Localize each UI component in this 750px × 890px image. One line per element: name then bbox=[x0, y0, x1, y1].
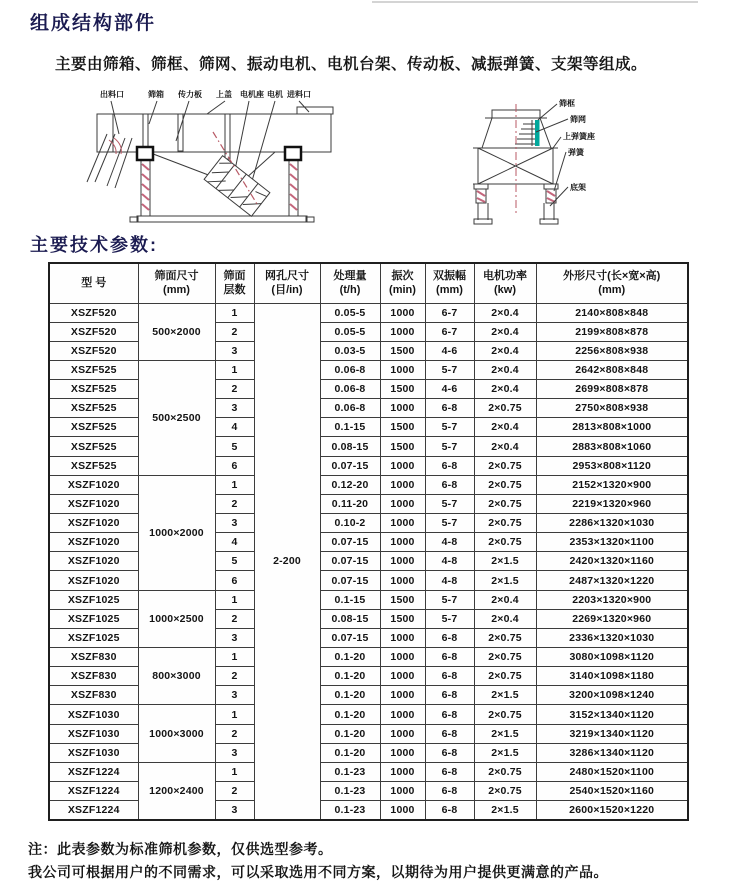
table-row bbox=[49, 360, 688, 379]
cell-model: XSZF1025 bbox=[49, 628, 138, 647]
cell-frequency: 1500 bbox=[380, 437, 425, 456]
col-screen-size: 筛面尺寸 (mm) bbox=[138, 263, 215, 303]
cell-amplitude: 6-8 bbox=[425, 686, 474, 705]
cell-capacity: 0.05-5 bbox=[320, 303, 380, 322]
spec-table-head bbox=[49, 263, 688, 303]
cell-frequency: 1000 bbox=[380, 648, 425, 667]
cell-dimensions: 3140×1098×1180 bbox=[536, 667, 688, 686]
cell-frequency: 1000 bbox=[380, 686, 425, 705]
cell-dimensions: 2487×1320×1220 bbox=[536, 571, 688, 590]
cell-power: 2×0.4 bbox=[474, 437, 536, 456]
cell-power: 2×1.5 bbox=[474, 571, 536, 590]
cell-layers: 4 bbox=[215, 533, 254, 552]
base-bar bbox=[137, 216, 307, 222]
cell-frequency: 1000 bbox=[380, 743, 425, 762]
header-row bbox=[49, 263, 688, 303]
leader-line bbox=[111, 101, 119, 134]
label-discharge-port: 出料口 bbox=[100, 90, 124, 99]
cell-power: 2×0.4 bbox=[474, 418, 536, 437]
cell-dimensions: 3219×1340×1120 bbox=[536, 724, 688, 743]
cell-layers: 6 bbox=[215, 456, 254, 475]
cell-frequency: 1000 bbox=[380, 628, 425, 647]
cell-amplitude: 4-8 bbox=[425, 571, 474, 590]
cell-model: XSZF1020 bbox=[49, 494, 138, 513]
cell-layers: 2 bbox=[215, 609, 254, 628]
cell-model: XSZF1224 bbox=[49, 782, 138, 801]
cell-layers: 1 bbox=[215, 648, 254, 667]
label-screen-mesh: 筛网 bbox=[570, 115, 586, 124]
cell-frequency: 1000 bbox=[380, 322, 425, 341]
cell-amplitude: 5-7 bbox=[425, 437, 474, 456]
cell-amplitude: 4-6 bbox=[425, 341, 474, 360]
cell-model: XSZF520 bbox=[49, 303, 138, 322]
cell-frequency: 1000 bbox=[380, 456, 425, 475]
cell-model: XSZF1020 bbox=[49, 514, 138, 533]
col-capacity: 处理量 (t/h) bbox=[320, 263, 380, 303]
cell-layers: 2 bbox=[215, 494, 254, 513]
cell-layers: 3 bbox=[215, 399, 254, 418]
cell-screen-size: 1000×3000 bbox=[138, 705, 215, 762]
cell-amplitude: 6-8 bbox=[425, 801, 474, 820]
spring-seat-left bbox=[137, 147, 153, 160]
cell-model: XSZF520 bbox=[49, 341, 138, 360]
cell-amplitude: 6-8 bbox=[425, 724, 474, 743]
cell-capacity: 0.05-5 bbox=[320, 322, 380, 341]
cell-layers: 4 bbox=[215, 418, 254, 437]
label-upper-spring-seat: 上弹簧座 bbox=[563, 132, 595, 141]
cell-amplitude: 4-6 bbox=[425, 380, 474, 399]
cell-layers: 5 bbox=[215, 437, 254, 456]
cell-amplitude: 5-7 bbox=[425, 494, 474, 513]
cell-amplitude: 6-8 bbox=[425, 705, 474, 724]
cell-capacity: 0.07-15 bbox=[320, 552, 380, 571]
cell-model: XSZF1025 bbox=[49, 609, 138, 628]
cell-model: XSZF1224 bbox=[49, 801, 138, 820]
cell-amplitude: 6-8 bbox=[425, 743, 474, 762]
cell-dimensions: 3080×1098×1120 bbox=[536, 648, 688, 667]
cell-power: 2×0.75 bbox=[474, 399, 536, 418]
label-bottom-frame: 底架 bbox=[570, 183, 586, 192]
cell-screen-size: 500×2000 bbox=[138, 303, 215, 360]
cell-capacity: 0.12-20 bbox=[320, 475, 380, 494]
col-frequency: 振次 (min) bbox=[380, 263, 425, 303]
cell-power: 2×0.4 bbox=[474, 322, 536, 341]
cell-frequency: 1000 bbox=[380, 399, 425, 418]
cell-power: 2×0.4 bbox=[474, 380, 536, 399]
cell-model: XSZF1020 bbox=[49, 571, 138, 590]
cell-frequency: 1000 bbox=[380, 705, 425, 724]
cell-capacity: 0.06-8 bbox=[320, 399, 380, 418]
cell-power: 2×0.75 bbox=[474, 667, 536, 686]
cell-frequency: 1000 bbox=[380, 360, 425, 379]
cell-screen-size: 800×3000 bbox=[138, 648, 215, 705]
cell-amplitude: 6-7 bbox=[425, 303, 474, 322]
cell-layers: 1 bbox=[215, 705, 254, 724]
cell-capacity: 0.1-20 bbox=[320, 686, 380, 705]
cell-power: 2×0.4 bbox=[474, 341, 536, 360]
cell-layers: 3 bbox=[215, 341, 254, 360]
cell-power: 2×0.4 bbox=[474, 590, 536, 609]
cell-dimensions: 2600×1520×1220 bbox=[536, 801, 688, 820]
cell-amplitude: 6-8 bbox=[425, 648, 474, 667]
cell-layers: 2 bbox=[215, 724, 254, 743]
spec-table-body bbox=[49, 303, 688, 820]
label-motor: 电机 bbox=[267, 90, 283, 99]
cell-layers: 1 bbox=[215, 303, 254, 322]
cell-frequency: 1000 bbox=[380, 571, 425, 590]
cell-model: XSZF1025 bbox=[49, 590, 138, 609]
cell-dimensions: 2883×808×1060 bbox=[536, 437, 688, 456]
cell-layers: 1 bbox=[215, 590, 254, 609]
vibration-motor bbox=[204, 156, 270, 217]
cell-capacity: 0.06-8 bbox=[320, 360, 380, 379]
cell-capacity: 0.03-5 bbox=[320, 341, 380, 360]
cell-dimensions: 2699×808×878 bbox=[536, 380, 688, 399]
scan-artifact-line bbox=[372, 1, 698, 3]
cell-dimensions: 2256×808×938 bbox=[536, 341, 688, 360]
cell-capacity: 0.1-15 bbox=[320, 590, 380, 609]
cell-dimensions: 3152×1340×1120 bbox=[536, 705, 688, 724]
table-row bbox=[49, 648, 688, 667]
cell-amplitude: 5-7 bbox=[425, 514, 474, 533]
cell-frequency: 1500 bbox=[380, 380, 425, 399]
cell-dimensions: 2480×1520×1100 bbox=[536, 762, 688, 781]
cell-dimensions: 3286×1340×1120 bbox=[536, 743, 688, 762]
cell-layers: 3 bbox=[215, 686, 254, 705]
cell-layers: 3 bbox=[215, 801, 254, 820]
cell-capacity: 0.1-23 bbox=[320, 801, 380, 820]
cell-mesh-size: 2-200 bbox=[254, 303, 320, 820]
table-row bbox=[49, 303, 688, 322]
table-row bbox=[49, 590, 688, 609]
structure-description: 主要由筛箱、筛框、筛网、振动电机、电机台架、传动板、减振弹簧、支架等组成。 bbox=[55, 56, 648, 73]
cell-model: XSZF1020 bbox=[49, 552, 138, 571]
cell-power: 2×0.4 bbox=[474, 609, 536, 628]
cell-layers: 2 bbox=[215, 380, 254, 399]
cell-frequency: 1000 bbox=[380, 724, 425, 743]
note-line-1: 注：此表参数为标准筛机参数，仅供选型参考。 bbox=[28, 841, 333, 857]
section-title-parameters: 主要技术参数: bbox=[30, 235, 158, 255]
cell-power: 2×0.75 bbox=[474, 475, 536, 494]
cell-capacity: 0.07-15 bbox=[320, 533, 380, 552]
spec-table bbox=[48, 262, 689, 821]
cell-amplitude: 5-7 bbox=[425, 590, 474, 609]
label-force-plate: 传力板 bbox=[178, 90, 202, 99]
cell-capacity: 0.1-20 bbox=[320, 705, 380, 724]
cell-model: XSZF1224 bbox=[49, 762, 138, 781]
cell-screen-size: 500×2500 bbox=[138, 360, 215, 475]
col-model: 型 号 bbox=[49, 263, 138, 303]
cell-power: 2×1.5 bbox=[474, 552, 536, 571]
cell-amplitude: 4-8 bbox=[425, 552, 474, 571]
cell-screen-size: 1000×2000 bbox=[138, 475, 215, 590]
spring-seat-right bbox=[285, 147, 301, 160]
label-feed-port: 进料口 bbox=[287, 90, 311, 99]
cell-capacity: 0.1-20 bbox=[320, 667, 380, 686]
side-view-diagram bbox=[85, 84, 425, 234]
label-screen-box: 筛箱 bbox=[148, 90, 164, 99]
cell-layers: 2 bbox=[215, 667, 254, 686]
cell-model: XSZF525 bbox=[49, 360, 138, 379]
cell-dimensions: 2813×808×1000 bbox=[536, 418, 688, 437]
cell-frequency: 1000 bbox=[380, 533, 425, 552]
cell-frequency: 1000 bbox=[380, 303, 425, 322]
cell-capacity: 0.1-23 bbox=[320, 782, 380, 801]
cell-layers: 1 bbox=[215, 475, 254, 494]
cell-dimensions: 2286×1320×1030 bbox=[536, 514, 688, 533]
cell-capacity: 0.07-15 bbox=[320, 456, 380, 475]
cell-layers: 2 bbox=[215, 782, 254, 801]
cell-power: 2×0.75 bbox=[474, 494, 536, 513]
cell-dimensions: 2203×1320×900 bbox=[536, 590, 688, 609]
cell-model: XSZF1030 bbox=[49, 724, 138, 743]
label-top-cover: 上盖 bbox=[216, 90, 232, 99]
cell-model: XSZF1020 bbox=[49, 533, 138, 552]
cell-amplitude: 4-8 bbox=[425, 533, 474, 552]
cell-layers: 6 bbox=[215, 571, 254, 590]
cell-layers: 2 bbox=[215, 322, 254, 341]
cell-screen-size: 1200×2400 bbox=[138, 762, 215, 819]
cell-amplitude: 5-7 bbox=[425, 360, 474, 379]
col-power: 电机功率 (kw) bbox=[474, 263, 536, 303]
cell-model: XSZF1030 bbox=[49, 743, 138, 762]
cell-power: 2×1.5 bbox=[474, 743, 536, 762]
label-spring: 弹簧 bbox=[568, 148, 584, 157]
cell-model: XSZF525 bbox=[49, 437, 138, 456]
cell-power: 2×1.5 bbox=[474, 686, 536, 705]
cell-dimensions: 2420×1320×1160 bbox=[536, 552, 688, 571]
cell-amplitude: 5-7 bbox=[425, 418, 474, 437]
cell-amplitude: 6-8 bbox=[425, 782, 474, 801]
cell-amplitude: 6-8 bbox=[425, 628, 474, 647]
col-mesh-size: 网孔尺寸 (目/in) bbox=[254, 263, 320, 303]
cell-model: XSZF830 bbox=[49, 686, 138, 705]
cell-capacity: 0.08-15 bbox=[320, 437, 380, 456]
cell-capacity: 0.07-15 bbox=[320, 571, 380, 590]
cell-frequency: 1500 bbox=[380, 341, 425, 360]
cell-model: XSZF525 bbox=[49, 380, 138, 399]
cell-dimensions: 2953×808×1120 bbox=[536, 456, 688, 475]
cell-frequency: 1500 bbox=[380, 609, 425, 628]
end-view-diagram bbox=[465, 86, 705, 234]
cell-capacity: 0.06-8 bbox=[320, 380, 380, 399]
cell-dimensions: 2152×1320×900 bbox=[536, 475, 688, 494]
cell-capacity: 0.10-2 bbox=[320, 514, 380, 533]
cell-frequency: 1000 bbox=[380, 667, 425, 686]
cell-dimensions: 2353×1320×1100 bbox=[536, 533, 688, 552]
cell-dimensions: 2269×1320×960 bbox=[536, 609, 688, 628]
cell-model: XSZF1030 bbox=[49, 705, 138, 724]
cell-capacity: 0.1-20 bbox=[320, 724, 380, 743]
cell-dimensions: 2199×808×878 bbox=[536, 322, 688, 341]
cell-model: XSZF520 bbox=[49, 322, 138, 341]
table-row bbox=[49, 705, 688, 724]
cell-layers: 3 bbox=[215, 628, 254, 647]
cell-capacity: 0.1-23 bbox=[320, 762, 380, 781]
cell-amplitude: 6-8 bbox=[425, 762, 474, 781]
cell-screen-size: 1000×2500 bbox=[138, 590, 215, 647]
cell-amplitude: 5-7 bbox=[425, 609, 474, 628]
cell-amplitude: 6-8 bbox=[425, 475, 474, 494]
cell-capacity: 0.07-15 bbox=[320, 628, 380, 647]
cell-power: 2×0.75 bbox=[474, 762, 536, 781]
note-line-2: 我公司可根据用户的不同需求，可以采取选用不同方案，以期待为用户提供更满意的产品。 bbox=[28, 864, 608, 880]
cell-capacity: 0.11-20 bbox=[320, 494, 380, 513]
cell-frequency: 1500 bbox=[380, 418, 425, 437]
cell-layers: 1 bbox=[215, 360, 254, 379]
table-row bbox=[49, 762, 688, 781]
cell-dimensions: 2336×1320×1030 bbox=[536, 628, 688, 647]
table-row bbox=[49, 475, 688, 494]
col-dimensions: 外形尺寸(长×宽×高) (mm) bbox=[536, 263, 688, 303]
cell-model: XSZF525 bbox=[49, 418, 138, 437]
cell-model: XSZF525 bbox=[49, 399, 138, 418]
cell-capacity: 0.08-15 bbox=[320, 609, 380, 628]
label-screen-frame: 筛框 bbox=[559, 99, 575, 108]
cell-frequency: 1000 bbox=[380, 801, 425, 820]
cell-amplitude: 6-7 bbox=[425, 322, 474, 341]
cell-capacity: 0.1-15 bbox=[320, 418, 380, 437]
cell-frequency: 1000 bbox=[380, 494, 425, 513]
cell-power: 2×0.75 bbox=[474, 533, 536, 552]
cell-frequency: 1000 bbox=[380, 514, 425, 533]
cell-layers: 5 bbox=[215, 552, 254, 571]
cell-model: XSZF1020 bbox=[49, 475, 138, 494]
cell-layers: 1 bbox=[215, 762, 254, 781]
cell-dimensions: 2219×1320×960 bbox=[536, 494, 688, 513]
cell-frequency: 1500 bbox=[380, 590, 425, 609]
cell-dimensions: 2642×808×848 bbox=[536, 360, 688, 379]
cell-power: 2×0.75 bbox=[474, 705, 536, 724]
section-title-structure: 组成结构部件 bbox=[30, 13, 157, 34]
cell-power: 2×0.75 bbox=[474, 782, 536, 801]
cell-capacity: 0.1-20 bbox=[320, 743, 380, 762]
cell-power: 2×0.75 bbox=[474, 514, 536, 533]
cell-amplitude: 6-8 bbox=[425, 667, 474, 686]
cell-frequency: 1000 bbox=[380, 762, 425, 781]
cell-amplitude: 6-8 bbox=[425, 399, 474, 418]
screen-mesh-highlight bbox=[535, 120, 540, 146]
cell-power: 2×0.4 bbox=[474, 303, 536, 322]
col-layers: 筛面 层数 bbox=[215, 263, 254, 303]
cell-dimensions: 2540×1520×1160 bbox=[536, 782, 688, 801]
cell-power: 2×0.4 bbox=[474, 360, 536, 379]
cell-capacity: 0.1-20 bbox=[320, 648, 380, 667]
cell-model: XSZF830 bbox=[49, 648, 138, 667]
cell-frequency: 1000 bbox=[380, 475, 425, 494]
cell-power: 2×0.75 bbox=[474, 648, 536, 667]
cell-amplitude: 6-8 bbox=[425, 456, 474, 475]
cell-power: 2×1.5 bbox=[474, 801, 536, 820]
cell-frequency: 1000 bbox=[380, 552, 425, 571]
cell-dimensions: 2750×808×938 bbox=[536, 399, 688, 418]
cell-dimensions: 3200×1098×1240 bbox=[536, 686, 688, 705]
cell-model: XSZF525 bbox=[49, 456, 138, 475]
cell-dimensions: 2140×808×848 bbox=[536, 303, 688, 322]
label-motor-base: 电机座 bbox=[240, 90, 264, 99]
col-amplitude: 双振幅 (mm) bbox=[425, 263, 474, 303]
cell-model: XSZF830 bbox=[49, 667, 138, 686]
cell-power: 2×1.5 bbox=[474, 724, 536, 743]
feed-inlet bbox=[297, 107, 333, 114]
cell-frequency: 1000 bbox=[380, 782, 425, 801]
cell-power: 2×0.75 bbox=[474, 628, 536, 647]
cell-power: 2×0.75 bbox=[474, 456, 536, 475]
cell-layers: 3 bbox=[215, 743, 254, 762]
cell-layers: 3 bbox=[215, 514, 254, 533]
